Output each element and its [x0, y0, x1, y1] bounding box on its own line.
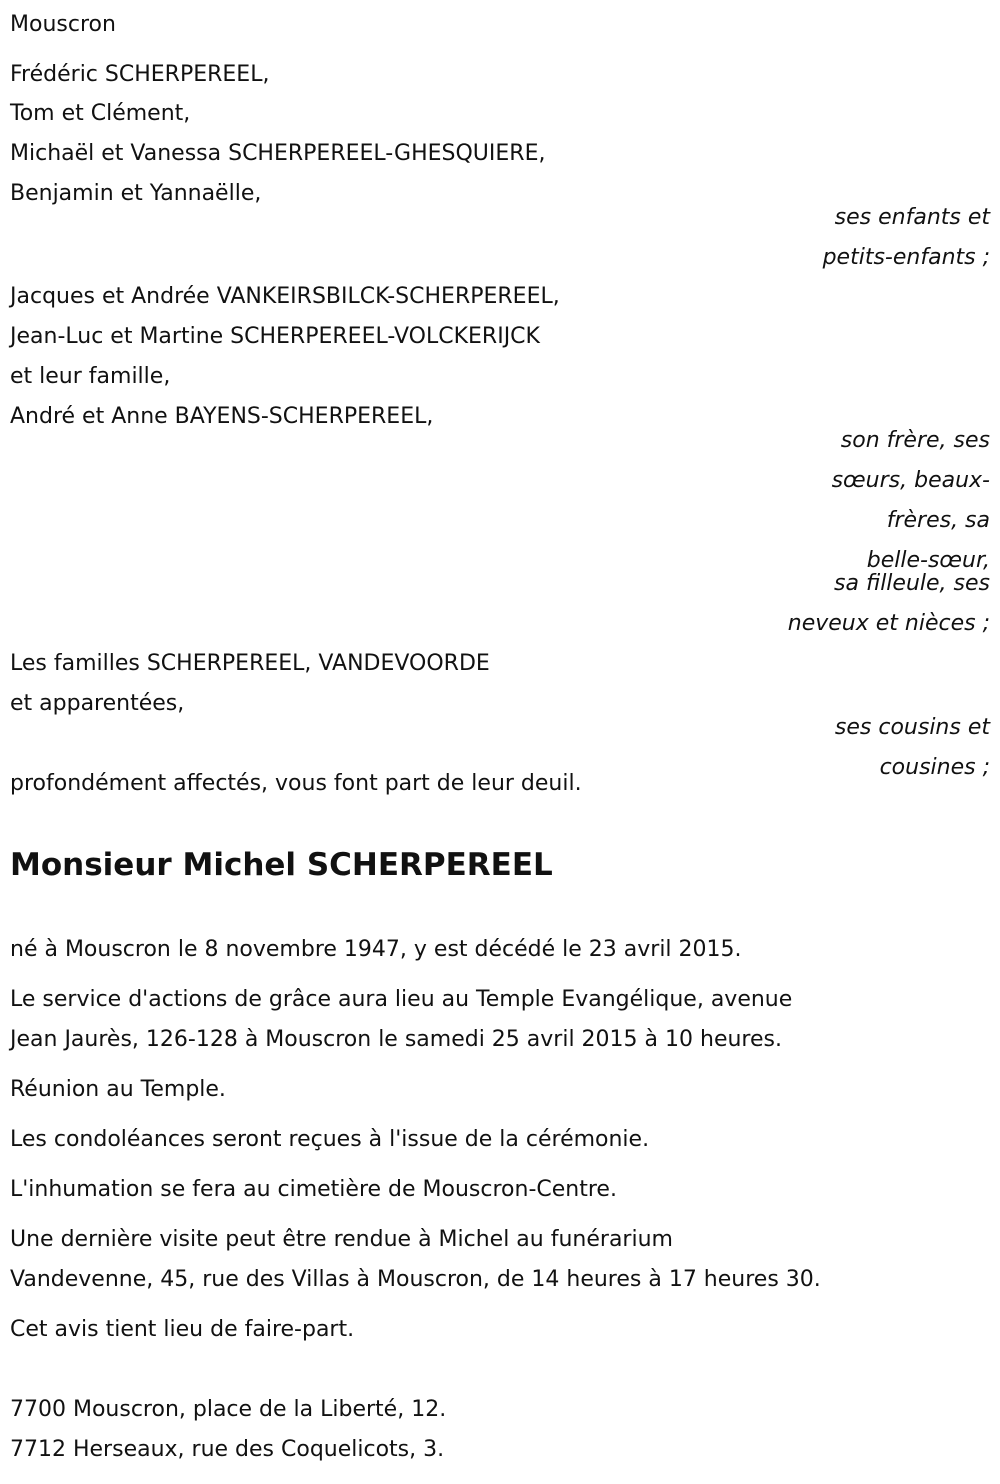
detail-line: né à Mouscron le 8 novembre 1947, y est décédé le 23 avril 2015.: [10, 937, 742, 962]
family-role: petits-enfants ;: [822, 245, 990, 270]
siblings-role: son frère, ses: [840, 428, 990, 453]
sibling-line: André et Anne BAYENS-SCHERPEREEL,: [10, 404, 434, 429]
siblings-role: sa filleule, ses: [834, 571, 990, 596]
detail-line: Cet avis tient lieu de faire-part.: [10, 1317, 355, 1342]
city-heading: Mouscron: [10, 12, 116, 37]
siblings-role: frères, sa: [886, 508, 990, 533]
sibling-line: et leur famille,: [10, 364, 171, 389]
family-line: Benjamin et Yannaëlle,: [10, 181, 262, 206]
address-line: 7700 Mouscron, place de la Liberté, 12.: [10, 1397, 447, 1422]
sibling-line: Jean-Luc et Martine SCHERPEREEL-VOLCKERIJCK: [10, 324, 540, 349]
family-line: Frédéric SCHERPEREEL,: [10, 62, 270, 87]
detail-line: Réunion au Temple.: [10, 1077, 226, 1102]
cousins-role: ses cousins et: [834, 715, 990, 740]
cousins-line: et apparentées,: [10, 691, 185, 716]
family-line: Michaël et Vanessa SCHERPEREEL-GHESQUIERE,: [10, 141, 546, 166]
detail-line: Les condoléances seront reçues à l'issue de la cérémonie.: [10, 1127, 650, 1152]
detail-line: L'inhumation se fera au cimetière de Mouscron-Centre.: [10, 1177, 617, 1202]
detail-line: Jean Jaurès, 126-128 à Mouscron le samedi 25 avril 2015 à 10 heures.: [10, 1027, 782, 1052]
deceased-name: Monsieur Michel SCHERPEREEL: [10, 847, 553, 883]
siblings-role: neveux et nièces ;: [787, 611, 990, 636]
detail-line: Le service d'actions de grâce aura lieu au Temple Evangélique, avenue: [10, 987, 793, 1012]
family-role: ses enfants et: [834, 205, 990, 230]
family-line: Tom et Clément,: [10, 101, 191, 126]
address-line: 7712 Herseaux, rue des Coquelicots, 3.: [10, 1437, 445, 1462]
siblings-role: sœurs, beaux-: [831, 468, 990, 493]
sibling-line: Jacques et Andrée VANKEIRSBILCK-SCHERPEREEL,: [10, 284, 560, 309]
closing-text: profondément affectés, vous font part de leur deuil.: [10, 771, 582, 796]
siblings-role: belle-sœur,: [866, 548, 990, 573]
detail-line: Vandevenne, 45, rue des Villas à Mouscron, de 14 heures à 17 heures 30.: [10, 1267, 821, 1292]
detail-line: Une dernière visite peut être rendue à Michel au funérarium: [10, 1227, 673, 1252]
cousins-role: cousines ;: [879, 755, 990, 780]
cousins-line: Les familles SCHERPEREEL, VANDEVOORDE: [10, 651, 490, 676]
